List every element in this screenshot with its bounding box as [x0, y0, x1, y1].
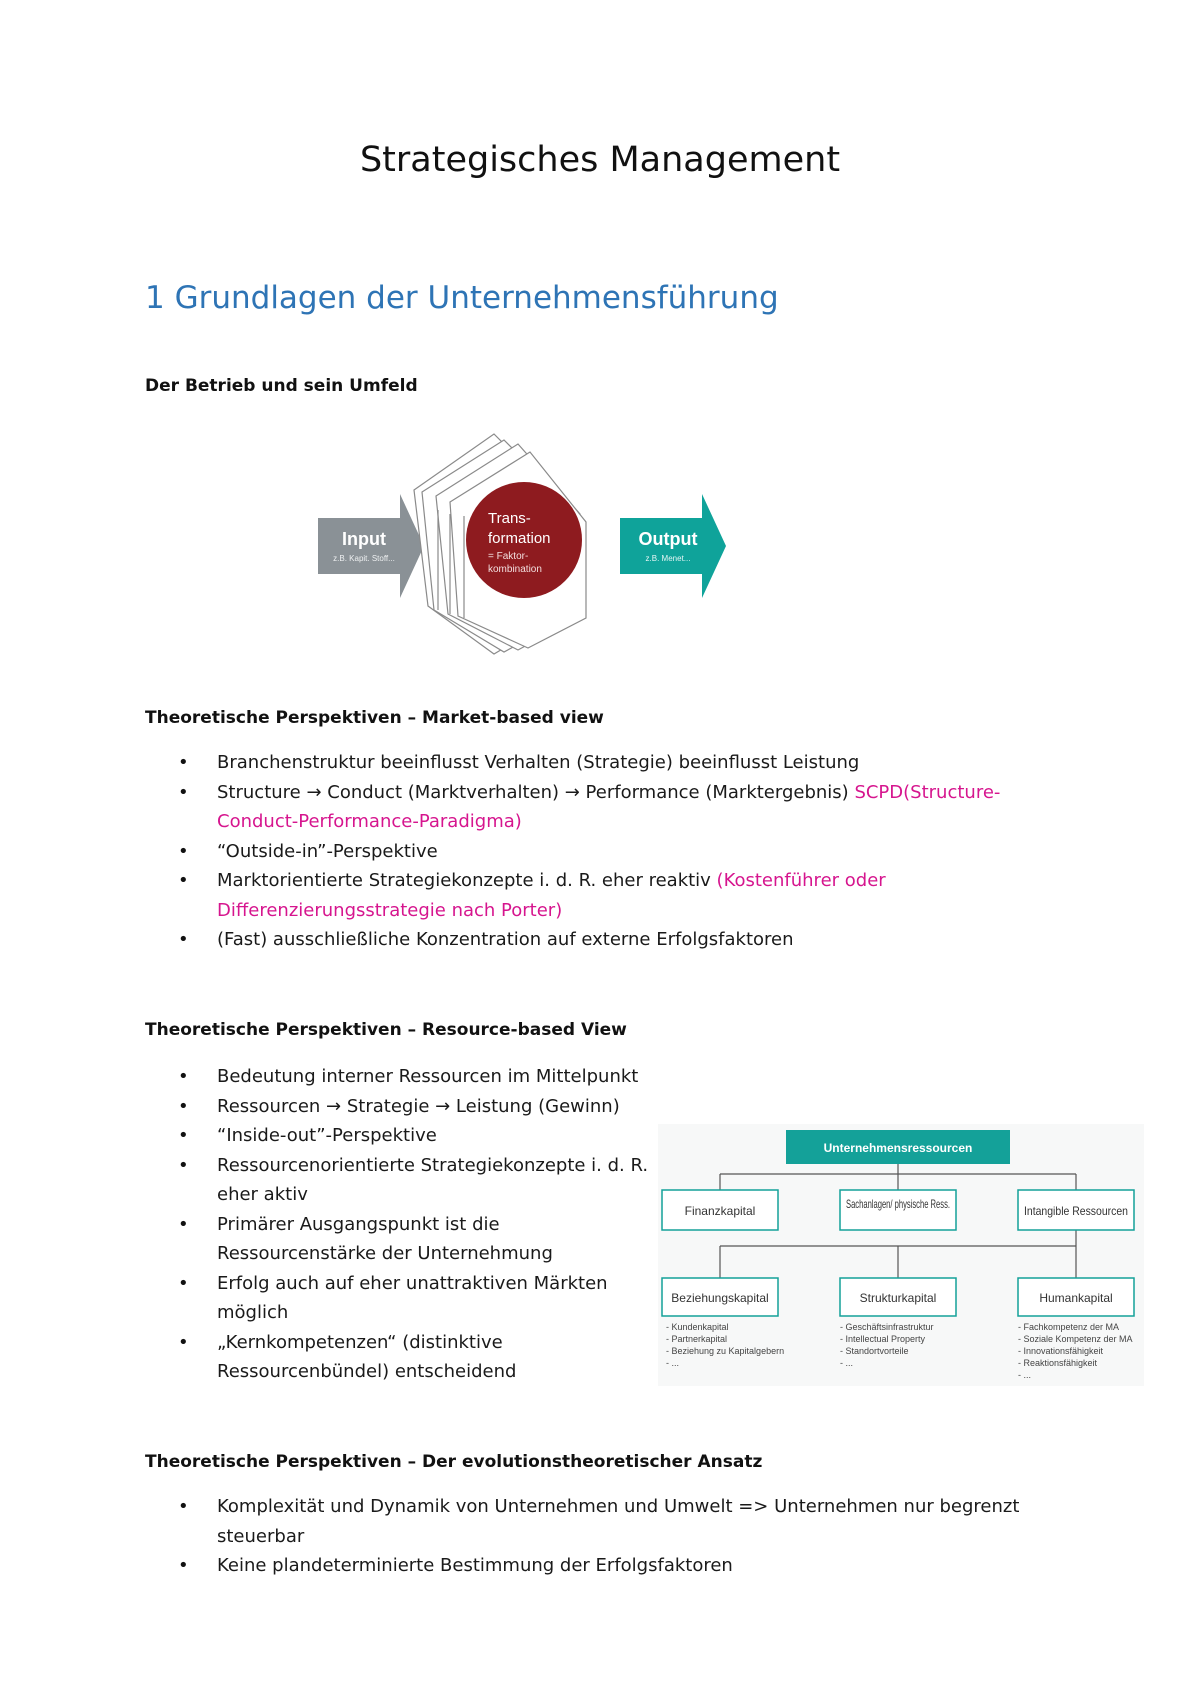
input-label: Input	[342, 529, 386, 549]
bullet-text: Marktorientierte Strategiekonzepte i. d. R. eher reaktiv	[217, 870, 717, 891]
bullet-text: (Fast) ausschließliche Konzentration auf externe Erfolgsfaktoren	[217, 929, 794, 950]
list-item: • „Kernkompetenzen“ (distinktive Ressourcenbündel) entscheidend	[145, 1328, 655, 1387]
subitem: - Soziale Kompetenz der MA	[1018, 1334, 1133, 1344]
subitem: - Partnerkapital	[666, 1334, 728, 1344]
transformation-line1: Trans-	[488, 510, 531, 527]
transformation-line3: = Faktor-	[488, 551, 529, 562]
transformation-line4: kombination	[488, 564, 542, 575]
output-sublabel: z.B. Menet...	[645, 554, 691, 563]
list-item	[145, 748, 1055, 778]
bullet-text: Branchenstruktur beeinflusst Verhalten (Strategie) beeinflusst Leistung	[217, 752, 860, 773]
list-item: • Keine plandeterminierte Bestimmung der Erfolgsfaktoren	[145, 1551, 1055, 1581]
list-item: • “Inside-out”-Perspektive	[145, 1121, 655, 1151]
section-heading-resource: Theoretische Perspektiven – Resource-based View	[145, 1020, 627, 1040]
subitem: - Reaktionsfähigkeit	[1018, 1358, 1098, 1368]
level1-label-sachanlagen: Sachanlagen/ physische Ress.	[846, 1197, 950, 1211]
bullet-accent-text: SCPD(Structure-Conduct-Performance-Paradigma)	[217, 781, 1001, 832]
list-item: • Komplexität und Dynamik von Unternehmen und Umwelt => Unternehmen nur begrenzt steuerbar	[145, 1492, 1055, 1551]
level2-label-humankapital: Humankapital	[1039, 1291, 1113, 1305]
subitem: - Geschäftsinfrastruktur	[840, 1322, 934, 1332]
level2-label-beziehungskapital: Beziehungskapital	[671, 1291, 769, 1305]
subitem: - Beziehung zu Kapitalgebern	[666, 1346, 785, 1356]
level1-label-finanzkapital: Finanzkapital	[684, 1204, 756, 1218]
output-label: Output	[638, 529, 698, 549]
transformation-diagram	[318, 430, 728, 658]
list-item	[145, 866, 1055, 925]
input-sublabel: z.B. Kapit. Stoff...	[333, 554, 395, 563]
subitem: - ...	[840, 1358, 853, 1368]
list-item	[145, 925, 1055, 955]
page-title: Strategisches Management	[359, 140, 841, 180]
subitem: - Kundenkapital	[666, 1322, 729, 1332]
list-item: • Ressourcenorientierte Strategiekonzepte i. d. R. eher aktiv	[145, 1151, 655, 1210]
subitem: - Fachkompetenz der MA	[1018, 1322, 1120, 1332]
subitem: - ...	[666, 1358, 679, 1368]
evolution-bullet-list	[145, 1492, 1055, 1581]
chapter-heading: 1 Grundlagen der Unternehmensführung	[145, 280, 779, 316]
resource-bullet-list	[145, 1062, 655, 1387]
list-item: • Erfolg auch auf eher unattraktiven Märkten möglich	[145, 1269, 655, 1328]
level2-label-strukturkapital: Strukturkapital	[859, 1291, 937, 1305]
section-heading-evolution: Theoretische Perspektiven – Der evolutionstheoretischer Ansatz	[145, 1452, 763, 1472]
transformation-line2: formation	[488, 530, 551, 547]
market-bullet-list	[145, 748, 1055, 955]
bullet-text: Structure → Conduct (Marktverhalten) → Performance (Marktergebnis)	[217, 781, 855, 803]
list-item: • Primärer Ausgangspunkt ist die Ressourcenstärke der Unternehmung	[145, 1210, 655, 1269]
level1-label-intangible: Intangible Ressourcen	[1024, 1204, 1128, 1218]
bullet-text: “Outside-in”-Perspektive	[217, 840, 438, 862]
subitem: - Intellectual Property	[840, 1334, 926, 1344]
list-item: • Ressourcen → Strategie → Leistung (Gewinn)	[145, 1092, 655, 1122]
subitem: - Innovationsfähigkeit	[1018, 1346, 1104, 1356]
section-heading-betrieb: Der Betrieb und sein Umfeld	[145, 376, 418, 396]
section-heading-market: Theoretische Perspektiven – Market-based view	[145, 708, 604, 728]
list-item	[145, 778, 1055, 837]
root-label: Unternehmensressourcen	[823, 1141, 973, 1155]
bullet-accent-text: (Kostenführer oder Differenzierungsstrategie nach Porter)	[217, 870, 886, 921]
subitem: - ...	[1018, 1370, 1031, 1380]
list-item	[145, 837, 1055, 867]
list-item: • Bedeutung interner Ressourcen im Mittelpunkt	[145, 1062, 655, 1092]
subitem: - Standortvorteile	[840, 1346, 909, 1356]
ressourcen-diagram	[658, 1124, 1144, 1386]
